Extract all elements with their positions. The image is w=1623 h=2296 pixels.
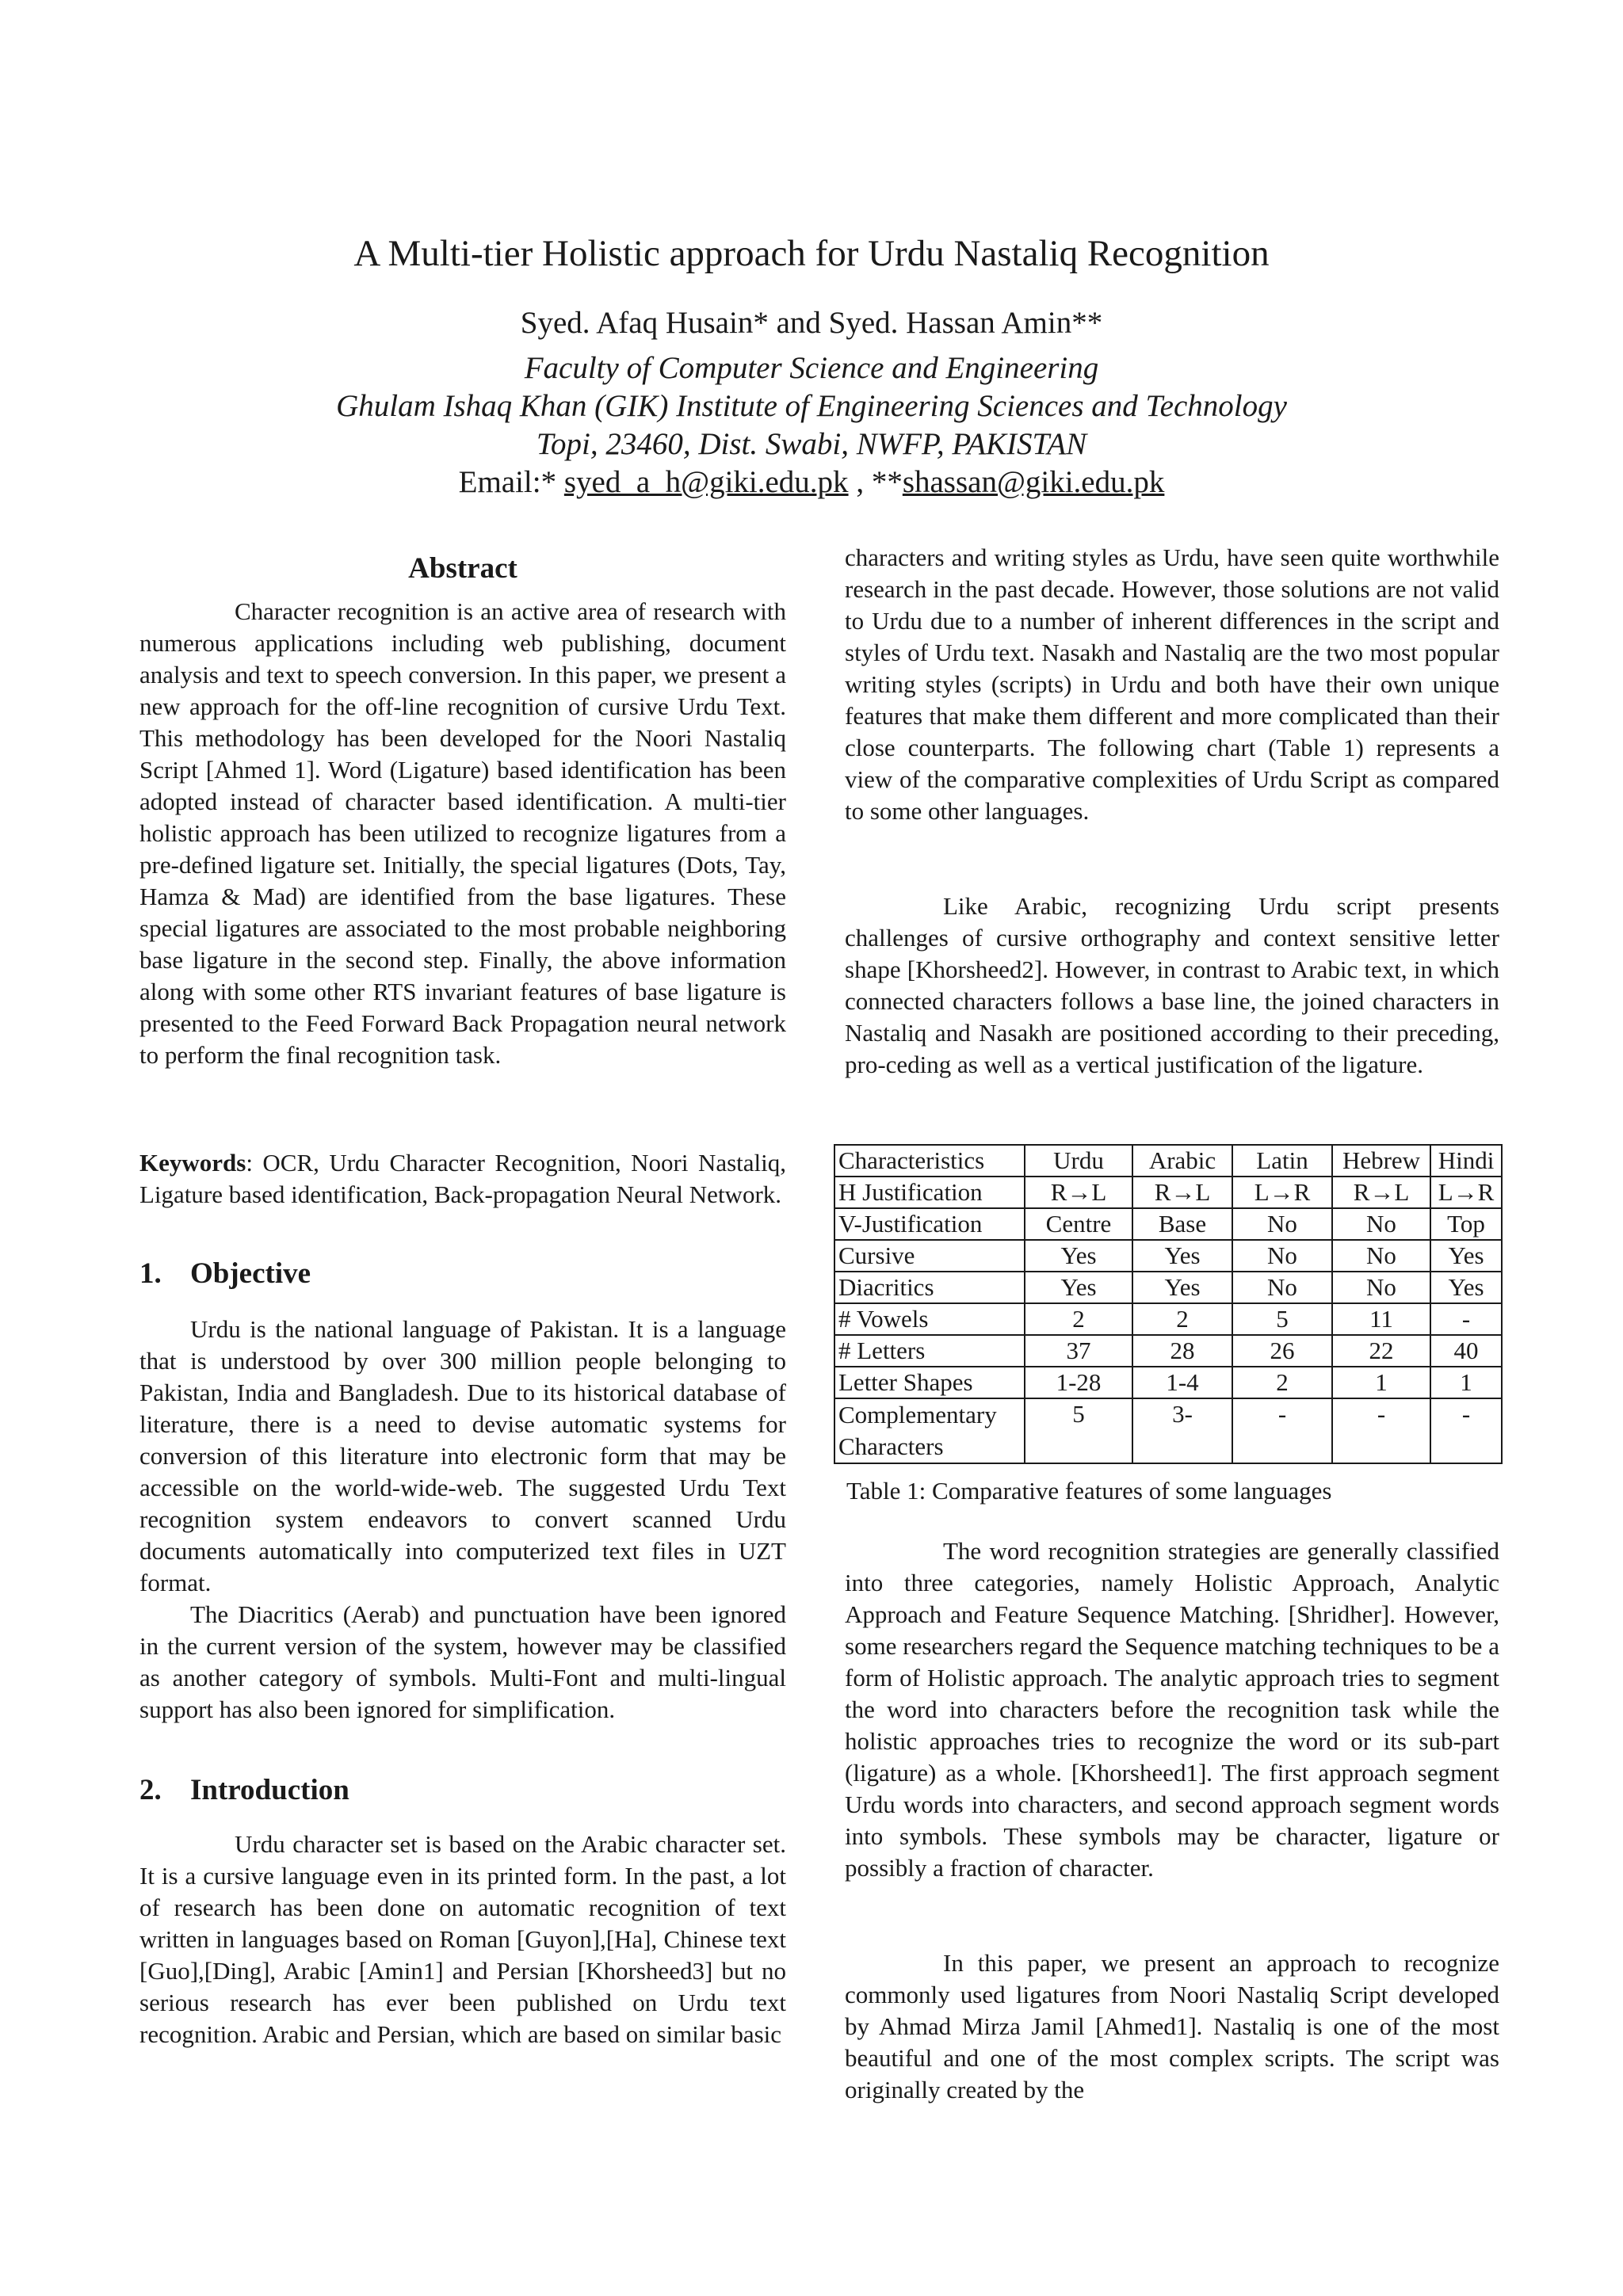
table-cell: 22 bbox=[1332, 1335, 1430, 1367]
table-row bbox=[834, 1398, 1502, 1463]
table-cell: No bbox=[1232, 1208, 1332, 1240]
table-cell: Yes bbox=[1132, 1240, 1232, 1272]
table-row bbox=[834, 1177, 1502, 1208]
affiliation-address: Topi, 23460, Dist. Swabi, NWFP, PAKISTAN bbox=[536, 427, 1087, 461]
table-header-cell: Hebrew bbox=[1332, 1145, 1430, 1177]
affiliation-faculty: Faculty of Computer Science and Engineering bbox=[524, 351, 1099, 385]
table-cell: - bbox=[1332, 1398, 1430, 1463]
affiliation-institute: Ghulam Ishaq Khan (GIK) Institute of Engineering Sciences and Technology bbox=[336, 389, 1287, 423]
table-cell: Base bbox=[1132, 1208, 1232, 1240]
table-cell: No bbox=[1332, 1272, 1430, 1303]
table-cell: Yes bbox=[1025, 1240, 1132, 1272]
email-prefix: Email:* bbox=[458, 465, 564, 499]
table-cell: - bbox=[1430, 1303, 1502, 1335]
abstract-text: Character recognition is an active area of research with numerous applications including web publishing, document analysis and text to speech conversion. In this paper, we present a new approach for the off-line recognition of cursive Urdu Text. This methodology has been developed for the Noori Nastaliq Script [Ahmed 1]. Word (Ligature) based identification has been adopted instead of character based identification. A multi-tier holistic approach has been utilized to recognize ligatures from a pre-defined ligature set. Initially, the special ligatures (Dots, Tay, Hamza & Mad) are identified from the base ligatures. These special ligatures are associated to the most probable neighboring base ligature in the second step. Finally, the above information along with some other RTS invariant features of base ligature is presented to the Feed Forward Back Propagation neural network to perform the final recognition task. bbox=[139, 597, 786, 1069]
table-row-label: V-Justification bbox=[834, 1208, 1025, 1240]
table-row-label: Diacritics bbox=[834, 1272, 1025, 1303]
table-header-cell: Hindi bbox=[1430, 1145, 1502, 1177]
table-cell: 2 bbox=[1132, 1303, 1232, 1335]
keywords-label: Keywords bbox=[139, 1149, 246, 1177]
table-header-cell: Arabic bbox=[1132, 1145, 1232, 1177]
table-header-cell: Characteristics bbox=[834, 1145, 1025, 1177]
table-cell: R→L bbox=[1132, 1177, 1232, 1208]
table-row-label: # Vowels bbox=[834, 1303, 1025, 1335]
section-1-number: 1. bbox=[139, 1257, 162, 1290]
table-row-label: Letter Shapes bbox=[834, 1367, 1025, 1398]
table-cell: Yes bbox=[1430, 1272, 1502, 1303]
table-cell: 28 bbox=[1132, 1335, 1232, 1367]
recognition-strategies-paragraph: The word recognition strategies are generally classified into three categories, namely Holistic Approach, Analytic Approach and Feature Sequence Matching. [Shridher]. However, some researchers regard the Sequence matching techniques to be a form of Holistic approach. The analytic approach tries to segment the word into characters before the recognition task while the holistic approaches tries to recognize the word or its sub-part (ligature) as a whole. [Khorsheed1]. The first approach segment Urdu words into characters, and second approach segment words into symbols. These symbols may be character, ligature or possibly a fraction of character. bbox=[845, 1537, 1499, 1882]
intro-continued-paragraph: characters and writing styles as Urdu, have seen quite worthwhile research in the past decade. However, those solutions are not valid to Urdu due to a number of inherent differences in the script and styles of Urdu text. Nasakh and Nastaliq are the two most popular writing styles (scripts) in Urdu and both have their own unique features that make them different and more complicated than their close counterparts. The following chart (Table 1) represents a view of the comparative complexities of Urdu Script as compared to some other languages. bbox=[845, 543, 1499, 825]
table-cell: 5 bbox=[1025, 1398, 1132, 1463]
table-cell: - bbox=[1232, 1398, 1332, 1463]
email-link-1[interactable]: syed_a_h@giki.edu.pk bbox=[563, 465, 849, 499]
table-cell: - bbox=[1430, 1398, 1502, 1463]
section-2-number: 2. bbox=[139, 1774, 162, 1806]
table-cell: 3- bbox=[1132, 1398, 1232, 1463]
keywords-paragraph bbox=[139, 1147, 786, 1211]
table-cell: No bbox=[1332, 1208, 1430, 1240]
table-cell: Yes bbox=[1132, 1272, 1232, 1303]
table-cell: 5 bbox=[1232, 1303, 1332, 1335]
table-cell: L→R bbox=[1232, 1177, 1332, 1208]
email-link-2[interactable]: shassan@giki.edu.pk bbox=[902, 465, 1165, 499]
table-cell: 1-4 bbox=[1132, 1367, 1232, 1398]
comparison-table bbox=[834, 1144, 1503, 1464]
table-cell: No bbox=[1332, 1240, 1430, 1272]
table-cell: 37 bbox=[1025, 1335, 1132, 1367]
table-row bbox=[834, 1208, 1502, 1240]
abstract-heading: Abstract bbox=[408, 552, 517, 585]
section-1-heading bbox=[139, 1255, 311, 1293]
table-cell: 11 bbox=[1332, 1303, 1430, 1335]
table-row bbox=[834, 1335, 1502, 1367]
table-cell: Yes bbox=[1430, 1240, 1502, 1272]
table-cell: No bbox=[1232, 1240, 1332, 1272]
table-cell: Yes bbox=[1025, 1272, 1132, 1303]
table-cell: 1-28 bbox=[1025, 1367, 1132, 1398]
email-line bbox=[0, 463, 1623, 502]
table-cell: Top bbox=[1430, 1208, 1502, 1240]
table-row-label: # Letters bbox=[834, 1335, 1025, 1367]
table-cell: 40 bbox=[1430, 1335, 1502, 1367]
table-row bbox=[834, 1240, 1502, 1272]
table-caption: Table 1: Comparative features of some languages bbox=[846, 1477, 1332, 1505]
author-line: Syed. Afaq Husain* and Syed. Hassan Amin** bbox=[520, 306, 1103, 340]
section-1-paragraph-2: The Diacritics (Aerab) and punctuation have been ignored in the current version of the system, however may be classified as another category of symbols. Multi-Font and multi-lingual support has also been ignored for simplification. bbox=[139, 1600, 786, 1723]
section-1-title: Objective bbox=[190, 1257, 311, 1290]
table-cell: No bbox=[1232, 1272, 1332, 1303]
approach-paragraph: In this paper, we present an approach to recognize commonly used ligatures from Noori Nastaliq Script developed by Ahmad Mirza Jamil [Ahmed1]. Nastaliq is one of the most beautiful and one of the most complex scripts. The script was originally created by the bbox=[845, 1949, 1499, 2103]
table-row bbox=[834, 1303, 1502, 1335]
table-cell: Centre bbox=[1025, 1208, 1132, 1240]
section-2-paragraph-1: Urdu character set is based on the Arabic character set. It is a cursive language even in its printed form. In the past, a lot of research has been done on automatic recognition of text written in languages based on Roman [Guyon],[Ha], Chinese text [Guo],[Ding], Arabic [Amin1] and Persian [Khorsheed3] but no serious research has ever been published on Urdu text recognition. Arabic and Persian, which are based on similar basic bbox=[139, 1830, 786, 2048]
table-header-cell: Urdu bbox=[1025, 1145, 1132, 1177]
section-1-paragraph-1: Urdu is the national language of Pakistan. It is a language that is understood by over 300 million people belonging to Pakistan, India and Bangladesh. Due to its historical database of literature, there is a need to devise automatic systems for conversion of this literature into electronic form that may be accessible on the world-wide-web. The suggested Urdu Text recognition system endeavors to convert scanned Urdu documents automatically into computerized text files in UZT format. bbox=[139, 1315, 786, 1596]
cursive-orthography-paragraph: Like Arabic, recognizing Urdu script presents challenges of cursive orthography and context sensitive letter shape [Khorsheed2]. However, in contrast to Arabic text, in which connected characters follows a base line, the joined characters in Nastaliq and Nasakh are positioned according to their preceding, pro-ceding as well as a vertical justification of the ligature. bbox=[845, 892, 1499, 1078]
keywords-text: : OCR, Urdu Character Recognition, Noori Nastaliq, Ligature based identification, Back-propagation Neural Network. bbox=[139, 1149, 786, 1208]
table-cell: 26 bbox=[1232, 1335, 1332, 1367]
table-cell: 2 bbox=[1232, 1367, 1332, 1398]
table-cell: 1 bbox=[1430, 1367, 1502, 1398]
paper-title: A Multi-tier Holistic approach for Urdu Nastaliq Recognition bbox=[353, 233, 1270, 274]
table-row bbox=[834, 1367, 1502, 1398]
section-2-title: Introduction bbox=[190, 1774, 349, 1806]
section-2-heading bbox=[139, 1772, 349, 1810]
table-cell: 1 bbox=[1332, 1367, 1430, 1398]
table-header-cell: Latin bbox=[1232, 1145, 1332, 1177]
table-row-label: Cursive bbox=[834, 1240, 1025, 1272]
table-row-label: H Justification bbox=[834, 1177, 1025, 1208]
table-cell: L→R bbox=[1430, 1177, 1502, 1208]
email-separator: , ** bbox=[848, 465, 903, 499]
table-header-row bbox=[834, 1145, 1502, 1177]
table-row-label: Complementary Characters bbox=[834, 1398, 1025, 1463]
table-cell: R→L bbox=[1332, 1177, 1430, 1208]
table-cell: 2 bbox=[1025, 1303, 1132, 1335]
table-cell: R→L bbox=[1025, 1177, 1132, 1208]
table-row bbox=[834, 1272, 1502, 1303]
